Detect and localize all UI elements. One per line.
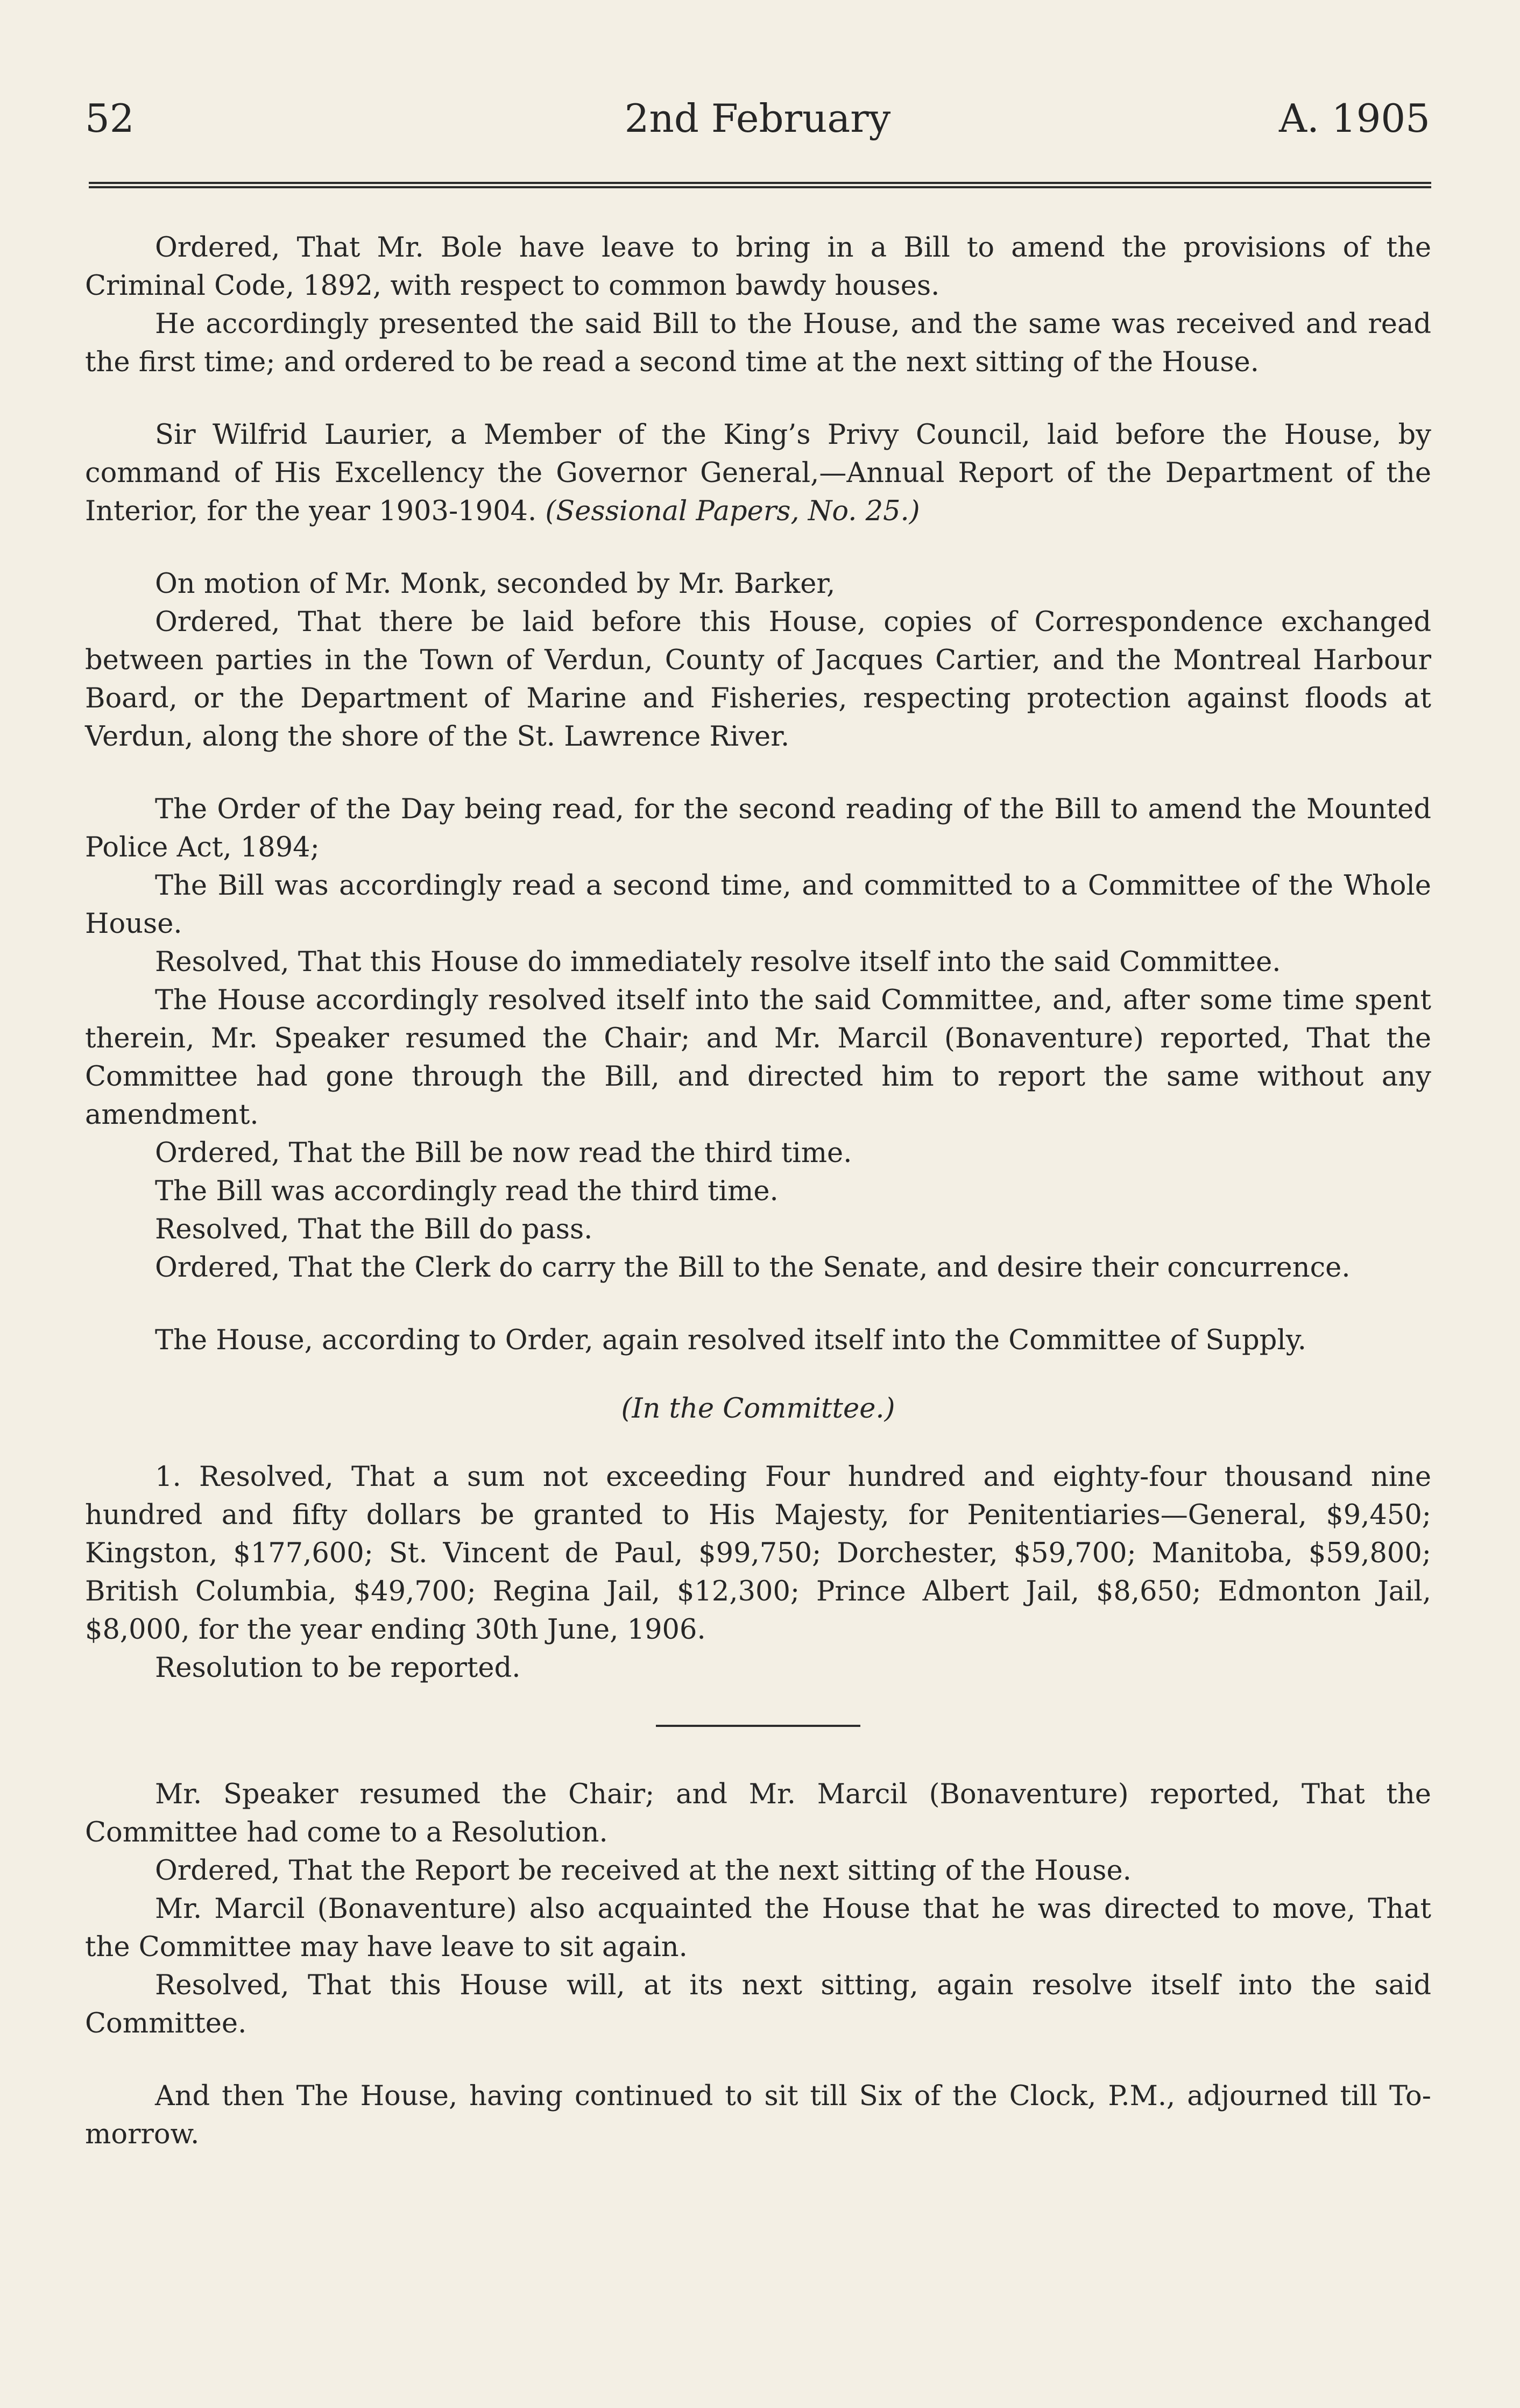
paragraph-bill-pass: Resolved, That the Bill do pass. (155, 1214, 593, 1245)
paragraph-senate-concurrence: Ordered, That the Clerk do carry the Bill to the Senate, and desire their concurrence. (155, 1252, 1351, 1284)
page-number: 52 (85, 96, 135, 141)
paragraph-second-reading: The Bill was accordingly read a second time, and committed to a Committee of the Whole House. (85, 870, 1431, 940)
paragraph-bill-presented: He accordingly presented the said Bill to the House, and the same was received and read the first time; and ordered to be read a second time at the next sitting of the House. (85, 308, 1431, 378)
committee-heading: (In the Committee.) (621, 1393, 895, 1425)
paragraph-third-reading: The Bill was accordingly read the third time. (155, 1175, 779, 1207)
paragraph-resolution-reported: Resolution to be reported. (155, 1652, 521, 1684)
sessional-papers-ref: (Sessional Papers, No. 25.) (545, 495, 920, 527)
paragraph-laurier-report (85, 416, 1431, 530)
laurier-report-text: Sir Wilfrid Laurier, a Member of the King’s Privy Council, laid before the House, by command of His Excellency the Governor General,—Annual Report of the Department of the Interior, for the year 1903-1904. (85, 419, 1431, 527)
paragraph-committee-report: The House accordingly resolved itself into the said Committee, and, after some time spent therein, Mr. Speaker resumed the Chair; and Mr. Marcil (Bonaventure) reported, That the Committee had gone through the Bill, and directed him to report the same without any amendment. (85, 985, 1431, 1131)
paragraph-report-received: Ordered, That the Report be received at the next sitting of the House. (155, 1855, 1132, 1887)
paragraph-adjournment: And then The House, having continued to sit till Six of the Clock, P.M., adjourned till To-morrow. (85, 2080, 1431, 2150)
page-body (85, 229, 1431, 2154)
header-year: A. 1905 (1278, 96, 1430, 141)
section-divider-rule (656, 1725, 860, 1727)
paragraph-committee-of-supply: The House, according to Order, again resolved itself into the Committee of Supply. (155, 1325, 1307, 1356)
paragraph-order-of-day: The Order of the Day being read, for the second reading of the Bill to amend the Mounted Police Act, 1894; (85, 794, 1431, 863)
paragraph-monk-motion: On motion of Mr. Monk, seconded by Mr. Barker, (155, 568, 836, 600)
paragraph-resolve-committee: Resolved, That this House do immediately resolve itself into the said Committee. (155, 946, 1281, 978)
paragraph-next-sitting: Resolved, That this House will, at its next sitting, again resolve itself into the said Committee. (85, 1970, 1431, 2039)
paragraph-penitentiaries-resolution: 1. Resolved, That a sum not exceeding Four hundred and eighty-four thousand nine hundred and fifty dollars be granted to His Majesty, for Penitentiaries—General, $9,450; Kingston, $177,600; St. Vincent de Paul, $99,750; Dorchester, $59,700; Manitoba, $59,800; British Columbia, $49,700; Regina Jail, $12,300; Prince Albert Jail, $8,650; Edmonton Jail, $8,000, for the year ending 30th June, 1906. (85, 1461, 1431, 1646)
page-header (85, 91, 1430, 145)
paragraph-speaker-resumed: Mr. Speaker resumed the Chair; and Mr. Marcil (Bonaventure) reported, That the Committee had come to a Resolution. (85, 1779, 1431, 1849)
header-double-rule (89, 182, 1431, 188)
paragraph-verdun-correspondence: Ordered, That there be laid before this House, copies of Correspondence exchanged between parties in the Town of Verdun, County of Jacques Cartier, and the Montreal Harbour Board, or the Department of Marine and Fisheries, respecting protection against floods at Verdun, along the shore of the St. Lawrence River. (85, 606, 1431, 753)
paragraph-third-reading-order: Ordered, That the Bill be now read the third time. (155, 1137, 852, 1169)
paragraph-bole-bill: Ordered, That Mr. Bole have leave to bring in a Bill to amend the provisions of the Criminal Code, 1892, with respect to common bawdy houses. (85, 232, 1431, 302)
header-date: 2nd February (624, 96, 891, 141)
paragraph-leave-to-sit: Mr. Marcil (Bonaventure) also acquainted the House that he was directed to move, That the Committee may have leave to sit again. (85, 1893, 1431, 1963)
